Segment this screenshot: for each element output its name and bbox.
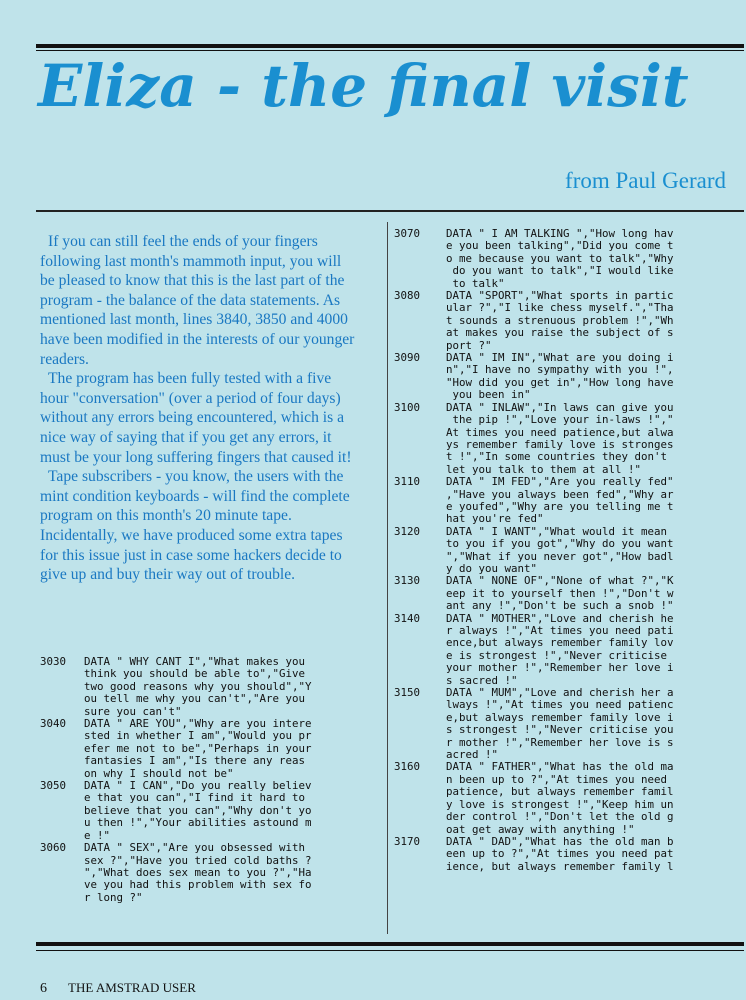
line-number: 3140: [394, 611, 421, 625]
code-listing-left: [40, 656, 380, 904]
code-line: e youfed","Why are you telling me t: [446, 499, 674, 513]
code-line: DATA " I CAN","Do you really believ: [84, 779, 312, 793]
code-line: ant any !","Don't be such a snob !": [446, 599, 674, 613]
line-number: 3080: [394, 289, 421, 303]
article-title: Eliza - the final visit: [38, 52, 689, 120]
code-line: ular ?","I like chess myself.","Tha: [446, 301, 674, 315]
line-number: 3120: [394, 524, 421, 538]
code-line: ","What does sex mean to you ?","Ha: [84, 865, 312, 879]
code-line: ","What if you never got","How badl: [446, 549, 674, 563]
code-line: let you talk to them at all !": [446, 462, 642, 476]
code-entry: [394, 575, 744, 612]
code-line: y do you want": [446, 561, 538, 575]
code-line: DATA " WHY CANT I","What makes you: [84, 655, 306, 668]
code-line: you been in": [446, 388, 531, 402]
header-rule: [36, 210, 744, 212]
code-line: e,but always remember family love i: [446, 710, 674, 724]
line-number: 3130: [394, 574, 421, 588]
code-entry: [394, 761, 744, 835]
code-line: sted in whether I am","Would you pr: [84, 729, 312, 743]
line-number: 3170: [394, 834, 421, 848]
code-line: y love is strongest !","Keep him un: [446, 797, 674, 811]
code-entry: [394, 836, 744, 873]
code-line: DATA " I WANT","What would it mean: [446, 524, 668, 538]
code-text: [446, 836, 744, 873]
code-listing-right: [394, 228, 744, 873]
code-entry: [394, 228, 744, 290]
code-line: lways !","At times you need patienc: [446, 698, 674, 712]
code-line: DATA " NONE OF","None of what ?","K: [446, 574, 674, 588]
code-text: [446, 575, 744, 612]
code-line: to you if you got","Why do you want: [446, 537, 674, 551]
code-text: [446, 476, 744, 526]
line-number: 3070: [394, 227, 421, 240]
code-line: At times you need patience,but alwa: [446, 425, 674, 439]
line-number: 3050: [40, 779, 67, 793]
code-entry: [394, 687, 744, 761]
code-text: [84, 656, 380, 718]
code-text: [446, 290, 744, 352]
line-number: 3110: [394, 475, 421, 489]
code-text: [446, 687, 744, 761]
code-line: oat get away with anything !": [446, 822, 635, 836]
code-line: DATA "SPORT","What sports in partic: [446, 289, 674, 303]
code-line: at makes you raise the subject of s: [446, 326, 674, 340]
intro-paragraph: Tape subscribers - you know, the users with the mint condition keyboards - will find the complete program on this month's 20 minute tape. Incidentally, we have produced some extra tapes for this issue just in case some hackers decide to give up and buy their way out of trouble.: [40, 468, 350, 584]
code-line: DATA " ARE YOU","Why are you intere: [84, 717, 312, 731]
code-line: ence,but always remember family lov: [446, 636, 674, 650]
code-line: s strongest !","Never criticise you: [446, 723, 674, 737]
code-line: der control !","Don't let the old g: [446, 810, 674, 824]
code-text: [446, 761, 744, 835]
code-line: ve you had this problem with sex fo: [84, 878, 312, 892]
code-line: e you been talking","Did you come t: [446, 239, 674, 253]
code-line: t !","In some countries they don't: [446, 450, 668, 464]
code-line: the pip !","Love your in-laws !",": [446, 413, 674, 427]
line-number: 3150: [394, 686, 421, 700]
intro-text: [40, 232, 358, 585]
code-line: e !": [84, 828, 111, 842]
publication-name: THE AMSTRAD USER: [68, 980, 196, 995]
code-text: [446, 402, 744, 476]
code-line: "How did you get in","How long have: [446, 375, 674, 389]
code-line: t sounds a strenuous problem !","Wh: [446, 313, 674, 327]
code-line: ,"Have you always been fed","Why ar: [446, 487, 674, 501]
code-entry: [394, 613, 744, 687]
code-line: r always !","At times you need pati: [446, 624, 674, 637]
line-number: 3040: [40, 717, 67, 731]
code-line: ys remember family love is stronges: [446, 437, 674, 451]
code-entry: [40, 842, 380, 904]
code-line: n been up to ?","At times you need: [446, 772, 668, 786]
page-footer: [40, 980, 196, 997]
code-line: fantasies I am","Is there any reas: [84, 754, 306, 768]
code-line: acred !": [446, 748, 499, 762]
code-line: eep it to yourself then !","Don't w: [446, 586, 674, 600]
code-line: efer me not to be","Perhaps in your: [84, 741, 312, 755]
code-line: on why I should not be": [84, 766, 234, 780]
code-text: [446, 352, 744, 402]
code-entry: [40, 656, 380, 718]
code-line: patience, but always remember famil: [446, 785, 674, 799]
code-entry: [394, 290, 744, 352]
code-line: DATA " I AM TALKING ","How long hav: [446, 227, 674, 240]
bottom-rule: [36, 942, 744, 946]
code-line: DATA " IM IN","What are you doing i: [446, 351, 674, 365]
page-number: 6: [40, 981, 47, 996]
code-entry: [40, 780, 380, 842]
code-line: DATA " IM FED","Are you really fed": [446, 475, 674, 489]
line-number: 3060: [40, 841, 67, 855]
code-line: do you want to talk","I would like: [446, 264, 674, 278]
code-entry: [394, 476, 744, 526]
code-line: e that you can","I find it hard to: [84, 791, 306, 805]
code-line: r long ?": [84, 890, 143, 904]
code-line: sure you can't": [84, 704, 182, 718]
line-number: 3160: [394, 760, 421, 774]
code-text: [84, 842, 380, 904]
code-line: believe that you can","Why don't yo: [84, 803, 312, 817]
code-line: think you should be able to","Give: [84, 667, 306, 681]
line-number: 3100: [394, 400, 421, 414]
code-line: hat you're fed": [446, 512, 544, 526]
code-line: DATA " FATHER","What has the old ma: [446, 760, 674, 774]
code-line: sex ?","Have you tried cold baths ?: [84, 853, 312, 867]
code-line: DATA " MOTHER","Love and cherish he: [446, 611, 674, 625]
code-line: to talk": [446, 276, 505, 290]
code-line: u then !","Your abilities astound m: [84, 816, 312, 830]
code-entry: [40, 718, 380, 780]
code-line: ience, but always remember family l: [446, 859, 674, 873]
code-text: [446, 613, 744, 687]
code-line: DATA " MUM","Love and cherish her a: [446, 686, 674, 700]
intro-paragraph: The program has been fully tested with a five hour "conversation" (over a period of four days) without any errors being encountered, which is a nice way of saying that if you get any errors, it must be your long suffering fingers that caused it!: [40, 370, 352, 466]
code-line: n","I have no sympathy with you !",: [446, 363, 674, 377]
top-rule: [36, 44, 744, 48]
code-entry: [394, 352, 744, 402]
code-line: DATA " SEX","Are you obsessed with: [84, 841, 306, 855]
code-line: o me because you want to talk","Why: [446, 251, 674, 265]
intro-paragraph: If you can still feel the ends of your fingers following last month's mammoth input, you will be pleased to know that this is the last part of the program - the balance of the data statements. As mentioned last month, lines 3840, 3850 and 4000 have been modified in the interests of our younger readers.: [40, 233, 355, 368]
code-line: ou tell me why you can't","Are you: [84, 692, 306, 706]
code-line: DATA " INLAW","In laws can give you: [446, 400, 674, 414]
code-entry: [394, 526, 744, 576]
code-line: your mother !","Remember her love i: [446, 661, 674, 675]
code-line: port ?": [446, 338, 492, 352]
top-rule-thin: [36, 50, 744, 51]
bottom-rule-thin: [36, 950, 744, 951]
code-line: een up to ?","At times you need pat: [446, 847, 674, 861]
line-number: 3090: [394, 351, 421, 365]
code-line: DATA " DAD","What has the old man b: [446, 834, 674, 848]
code-line: s sacred !": [446, 673, 518, 687]
line-number: 3030: [40, 655, 67, 668]
code-text: [84, 780, 380, 842]
code-text: [446, 526, 744, 576]
code-line: r mother !","Remember her love is s: [446, 735, 674, 749]
code-entry: [394, 402, 744, 476]
code-line: two good reasons why you should","Y: [84, 679, 312, 693]
code-text: [446, 228, 744, 290]
column-divider: [387, 222, 388, 934]
code-text: [84, 718, 380, 780]
article-byline: from Paul Gerard: [565, 168, 726, 193]
code-line: e is strongest !","Never criticise: [446, 648, 668, 662]
